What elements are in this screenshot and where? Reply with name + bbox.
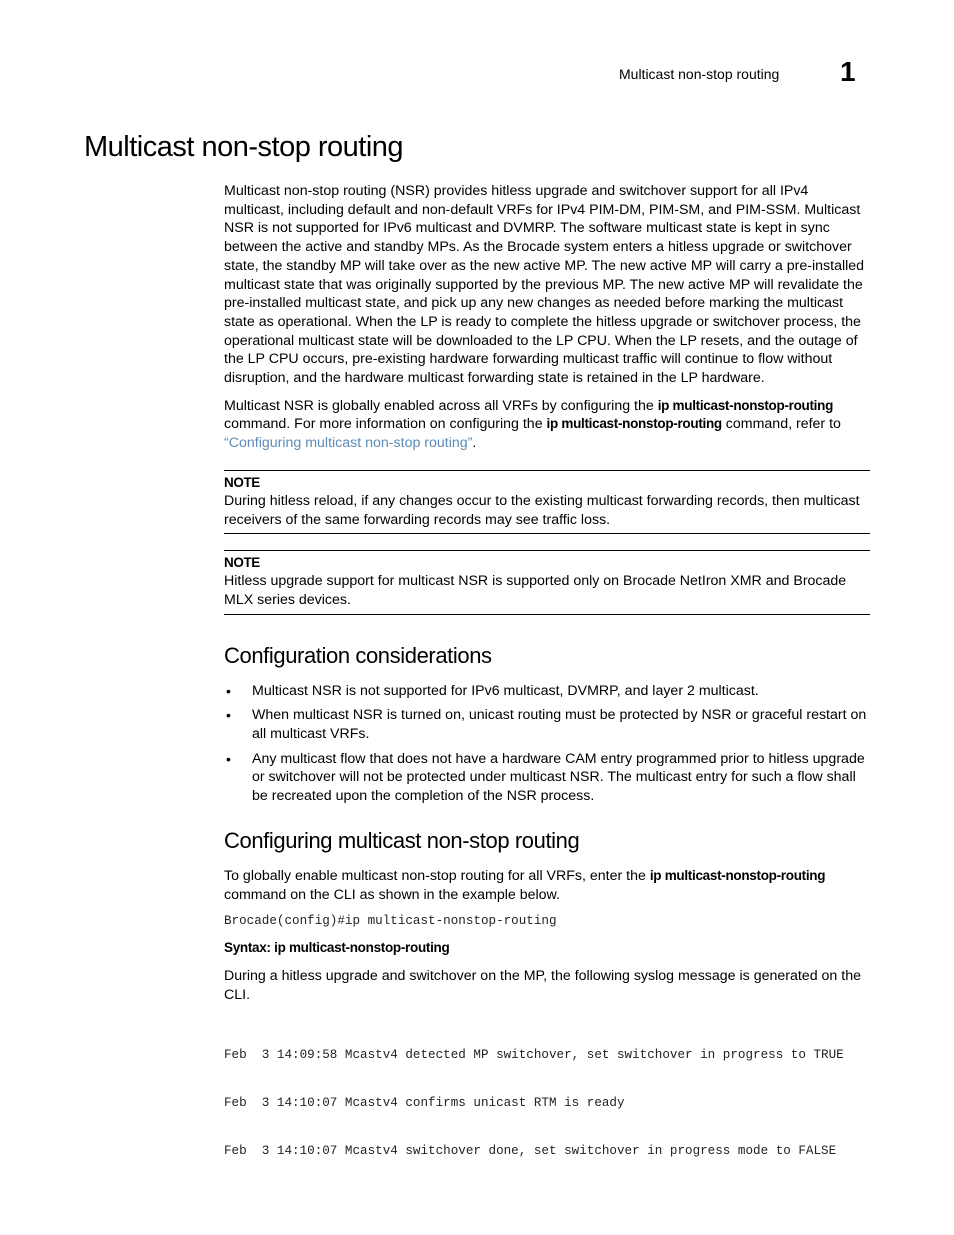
running-header-title: Multicast non-stop routing <box>619 66 780 82</box>
list-item: • When multicast NSR is turned on, unicast routing must be protected by NSR or graceful restart on all multicast VRFs. <box>226 707 867 743</box>
syslog-paragraph: During a hitless upgrade and switchover on the MP, the following syslog message is generated on the CLI. <box>224 967 861 1003</box>
syntax-line: Syntax: ip multicast-nonstop-routing <box>224 940 450 956</box>
config-paragraph: To globally enable multicast non-stop routing for all VRFs, enter the ip multicast-nonstop-routing command on the CLI as shown in the example below. <box>224 867 826 903</box>
command-name: ip multicast-nonstop-routing <box>649 867 826 883</box>
bullet-icon: • <box>226 750 231 767</box>
cross-reference-link[interactable]: “Configuring multicast non-stop routing” <box>224 435 473 452</box>
note-label: NOTE <box>224 474 260 490</box>
list-item: • Multicast NSR is not supported for IPv6 multicast, DVMRP, and layer 2 multicast. <box>226 682 759 699</box>
page-title: Multicast non-stop routing <box>84 131 404 163</box>
code-line: Feb 3 14:09:58 Mcastv4 detected MP switchover, set switchover in progress to TRUE <box>224 1048 844 1063</box>
intro-paragraph: Multicast non-stop routing (NSR) provides hitless upgrade and switchover support for all IPv4 multicast, including default and non-default VRFs for IPv4 PIM-DM, PIM-SM, and PIM-SSM. Multicast NSR is not supported for IPv6 multicast and DVMRP. The software multicast state is kept in sync between the active and standby MPs. As the Brocade system enters a hitless upgrade or switchover state, the standby MP will take over as the new active MP. The new active MP will carry a pre-installed multicast state that was originally supported by the previous MP. The new active MP will revalidate the pre-installed multicast state, and pick up any new changes as needed before marking the multicast state as operational. When the LP is ready to complete the hitless upgrade or switchover process, the operational multicast state will be downloaded to the LP CPU. When the LP resets, and the outage of the LP CPU occurs, pre-existing hardware forwarding multicast traffic will continue to flow without disruption, and the hardware multicast forwarding state is retained in the LP hardware. <box>224 183 865 387</box>
command-name: ip multicast-nonstop-routing <box>657 397 834 413</box>
note-text: Hitless upgrade support for multicast NSR is supported only on Brocade NetIron XMR and Brocade MLX series devices. <box>224 573 847 608</box>
main-content <box>224 182 870 1201</box>
considerations-list <box>224 682 870 806</box>
note-box <box>224 550 870 614</box>
note-label: NOTE <box>224 555 260 571</box>
code-line: Feb 3 14:10:07 Mcastv4 switchover done, set switchover in progress mode to FALSE <box>224 1144 837 1159</box>
enable-paragraph: Multicast NSR is globally enabled across all VRFs by configuring the ip multicast-nonstop-routing command. For more information on configuring the ip multicast-nonstop-routing command, refer to “Configuring multicast non-stop routing”. <box>224 397 841 452</box>
code-line: Feb 3 14:10:07 Mcastv4 confirms unicast RTM is ready <box>224 1096 625 1111</box>
chapter-number: 1 <box>840 56 856 87</box>
bullet-icon: • <box>226 682 231 699</box>
list-item: • Any multicast flow that does not have a hardware CAM entry programmed prior to hitless upgrade or switchover will not be protected under multicast NSR. The multicast entry for such a flow shall be recreated upon the completion of the NSR process. <box>226 750 865 805</box>
syslog-output <box>224 1015 870 1191</box>
section-heading: Configuring multicast non-stop routing <box>224 827 580 853</box>
code-example: Brocade(config)#ip multicast-nonstop-routing <box>224 914 557 929</box>
running-header <box>0 58 954 88</box>
section-heading: Configuration considerations <box>224 642 492 668</box>
note-text: During hitless reload, if any changes occur to the existing multicast forwarding records, then multicast receivers of the same forwarding records may see traffic loss. <box>224 492 860 528</box>
bullet-icon: • <box>226 707 231 724</box>
note-box <box>224 470 870 534</box>
command-name: ip multicast-nonstop-routing <box>546 416 722 432</box>
